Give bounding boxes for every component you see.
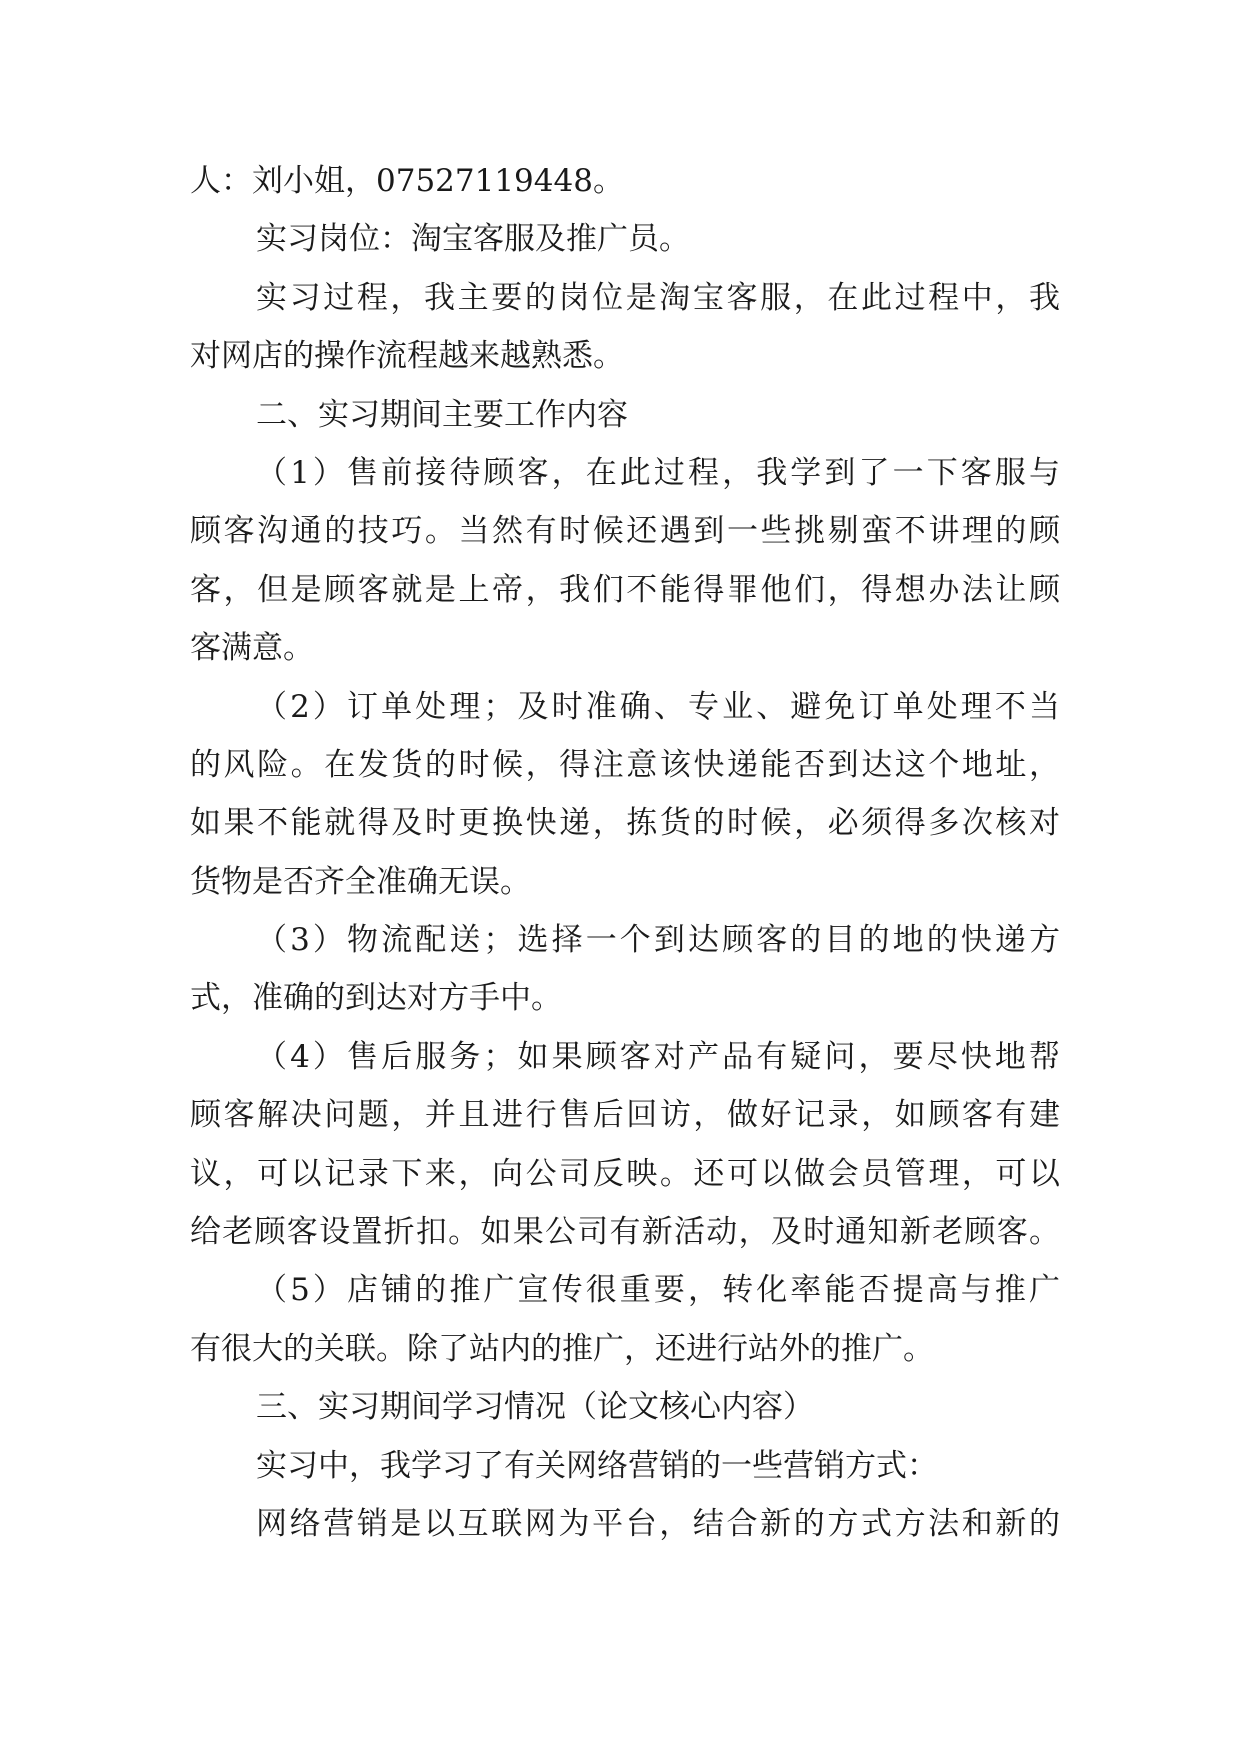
- text-line: 议，可以记录下来，向公司反映。还可以做会员管理，可以: [190, 1155, 1060, 1192]
- text-line: （2）订单处理；及时准确、专业、避免订单处理不当: [256, 688, 1060, 725]
- text-line: 顾客沟通的技巧。当然有时候还遇到一些挑剔蛮不讲理的顾: [190, 513, 1060, 550]
- text-line: 对网店的操作流程越来越熟悉。: [190, 338, 624, 375]
- text-line: 实习过程，我主要的岗位是淘宝客服，在此过程中，我: [256, 279, 1060, 316]
- section-heading: 二、实习期间主要工作内容: [256, 396, 628, 433]
- text-line: （1）售前接待顾客，在此过程，我学到了一下客服与: [256, 454, 1060, 491]
- text-line: 实习岗位：淘宝客服及推广员。: [256, 221, 690, 258]
- text-line: 客满意。: [190, 630, 314, 667]
- text-line: 客，但是顾客就是上帝，我们不能得罪他们，得想办法让顾: [190, 571, 1060, 608]
- text-line: （4）售后服务；如果顾客对产品有疑问，要尽快地帮: [256, 1038, 1060, 1075]
- text-line: （3）物流配送；选择一个到达顾客的目的地的快递方: [256, 922, 1060, 959]
- text-line: 给老顾客设置折扣。如果公司有新活动，及时通知新老顾客。: [190, 1214, 1060, 1251]
- section-heading: 三、实习期间学习情况（论文核心内容）: [256, 1389, 814, 1426]
- text-line: 如果不能就得及时更换快递，拣货的时候，必须得多次核对: [190, 805, 1060, 842]
- text-line: （5）店铺的推广宣传很重要，转化率能否提高与推广: [256, 1272, 1060, 1309]
- text-line: 网络营销是以互联网为平台，结合新的方式方法和新的: [256, 1505, 1060, 1542]
- text-line: 实习中，我学习了有关网络营销的一些营销方式：: [256, 1447, 938, 1484]
- text-line: 的风险。在发货的时候，得注意该快递能否到达这个地址，: [190, 746, 1060, 783]
- text-line: 式，准确的到达对方手中。: [190, 980, 562, 1017]
- text-line: 顾客解决问题，并且进行售后回访，做好记录，如顾客有建: [190, 1097, 1060, 1134]
- text-line: 有很大的关联。除了站内的推广，还进行站外的推广。: [190, 1330, 934, 1367]
- document-page: [190, 152, 1060, 1553]
- text-line: 人：刘小姐，07527119448。: [190, 163, 624, 199]
- text-line: 货物是否齐全准确无误。: [190, 863, 531, 900]
